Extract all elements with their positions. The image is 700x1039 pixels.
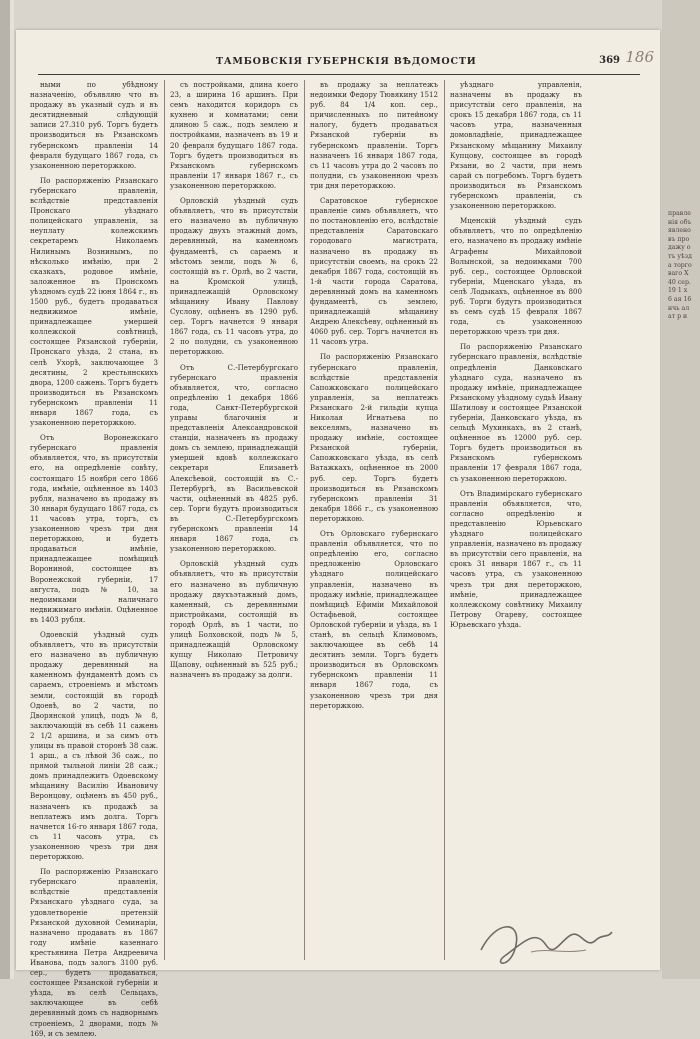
column-paragraph: Отъ С.-Петербургскаго губернскаго правленія объявляется, что, согласно опредѣленію 1 декабря 1866 года, Санкт-Петербургской управы благочинія и представленія Александровской станціи, назначенъ въ продажу домъ съ землею, принадлежащій умершей вдовѣ коллежскаго секретаря Елизаветѣ Алексѣевой, состоящій въ С.-Петербургѣ, въ Васильевской части, оцѣненный въ 4825 руб. сер. Торги будутъ производиться въ С.-Петербургскомъ губернскомъ правленіи 14 января 1867 года, съ узаконенною переторжкою. [170, 362, 298, 554]
book-binding-gutter [10, 0, 14, 979]
header-rule [38, 74, 640, 75]
column-paragraph: ными по убѣдному назначенію, объявляю что въ продажу въ указный судъ и въ десятидневный слѣдующій записи 27.310 руб. Торгъ будетъ производиться въ Рязанскомъ губернскомъ правленіи 14 февраля будущаго 1867 года, съ узаконенною переторжкою. [30, 80, 158, 170]
column-paragraph: Отъ Воронежскаго губернскаго правленія объявляется, что, въ присутствіи его, на опредѣленіе совѣту, состоящаго 15 ноября сего 1866 года, имѣніе, оцѣненное въ 1403 рубля, назначено въ продажу въ 30 января будущаго 1867 года, съ 11 часовъ утра, торгъ, съ узаконенною чрезъ три дня переторжкою, и будетъ продаваться имѣніе, принадлежащее помѣщицѣ Ворониной, состоящее въ Воронежской губерніи, 17 августа, подъ № 10, за недоимками наличнаго недвижимаго имѣнія. Оцѣненное въ 1403 рубля. [30, 433, 158, 624]
text-column-3 [310, 80, 438, 950]
column-paragraph: Орловскій уѣздный судъ объявляетъ, что въ присутствіи его назначено въ публичную продажу двухъэтажный домъ, каменный, съ деревянными пристройками, состоящій въ городѣ Орлѣ, въ 1 части, по улицѣ Болховской, подъ № 5, принадлежащій Орловскому купцу Николаю Петровичу Щапову, оцѣненный въ 525 руб.; назначенъ въ продажу за долги. [170, 559, 298, 680]
column-divider [164, 80, 165, 960]
column-paragraph: Мценскій уѣздный судъ объявляетъ, что по опредѣленію его, назначено въ продажу имѣніе Аграфены Михайловой Волынской, за недоимками 700 руб. сер., состоящее Орловской губерніи, Мценскаго уѣзда, въ селѣ Лодыкахъ, оцѣненное въ 800 руб. Торги будутъ производиться въ семъ судѣ 15 февраля 1867 года, съ узаконенною переторжкою чрезъ три дня. [450, 216, 582, 337]
next-page-edge [662, 0, 700, 979]
column-paragraph: уѣзднаго управленія, назначены въ продажу въ присутствіи сего правленія, на срокъ 15 декабря 1867 года, съ 11 часовъ утра, назначенныя домовладѣніе, принадлежащее Рязанскому мѣщанину Михаилу Купцову, состоящее въ городѣ Рязани, во 2 части, при немъ сарай съ погребомъ. Торгъ будетъ производиться въ Рязанскомъ губернскомъ правленіи, съ узаконенною переторжкою. [450, 80, 582, 211]
text-column-1 [30, 80, 158, 1038]
column-paragraph: съ постройками, длина коего 23, а ширина 16 аршинъ. При семъ находится коридоръ съ кухнею и комнатами; сени длиною 5 саж., подъ землею и постройками, назначенъ въ 19 и 20 февраля будущаго 1867 года. Торгъ будетъ производиться въ Рязанскомъ губернскомъ правленіи 17 января 1867 г., съ узаконенною переторжкою. [170, 80, 298, 190]
column-paragraph: Отъ Орловскаго губернскаго правленія объявляется, что по опредѣленію его, согласно предложенію Орловскаго уѣзднаго полицейскаго управленія, назначено въ продажу имѣніе, принадлежащее помѣщицѣ Ефиміи Михайловой Остафьевой, состоящее Орловской губерніи и уѣзда, въ 1 станѣ, въ сельцѣ Климовомъ, заключающее въ себѣ 14 десятинъ земли. Торгъ будетъ производиться въ Орловскомъ губернскомъ правленіи 11 января 1867 года, съ узаконенною чрезъ три дня переторжкою. [310, 529, 438, 710]
column-paragraph: Одоевскій уѣздный судъ объявляетъ, что въ присутствіи его назначено въ публичную продажу деревянный на каменномъ фундаментѣ домъ съ сараемъ, строеніемъ и мѣстомъ земли, состоящій въ городѣ Одоевѣ, во 2 части, по Дворянской улицѣ, подъ № 8, заключающій въ себѣ 11 сажень 2 1/2 аршина, и за симъ отъ улицы въ правой сторонѣ 38 саж. 1 арш., а съ лѣвой 36 саж., по прямой тыльной линіи 28 саж.; домъ принадлежитъ Одоевскому мѣщанину Василію Ивановичу Веронцову, оцѣненъ въ 450 руб., назначенъ къ продажѣ за неплатежъ имъ долга. Торгъ начнется 16-го января 1867 года, съ 11 часовъ утра, съ узаконенною чрезъ три дня переторжкою. [30, 629, 158, 862]
column-paragraph: въ продажу за неплатежъ недоимки Федору Тювякину 1512 руб. 84 1/4 коп. сер., причисленныхъ по питейному налогу, будетъ продаваться Рязанской губерніи въ губернскомъ правленіи. Торгъ назначенъ 16 января 1867 года, съ 11 часовъ утра до 2 часовъ по полудни, съ узаконенною чрезъ три дня переторжкою. [310, 80, 438, 190]
column-divider [304, 80, 305, 960]
page-header [16, 48, 660, 74]
newspaper-title: ТАМБОВСКІЯ ГУБЕРНСКІЯ ВѢДОМОСТИ [216, 56, 477, 67]
column-paragraph: Саратовское губернское правленіе симъ объявляетъ, что по постановленію его, вслѣдствіе представленія Саратовскаго городоваго магистрата, назначено въ продажу въ присутствіи своемъ, на срокъ 22 декабря 1867 года, состоящій въ 1-й части города Саратова, деревянный домъ на каменномъ фундаментѣ, съ землею, принадлежащій мѣщанину Андрею Алексѣеву, оцѣненный въ 4060 руб. сер. Торгъ начнется въ 11 часовъ утра. [310, 196, 438, 347]
column-paragraph: По распоряженію Рязанскаго губернскаго правленія, вслѣдствіе представленія Сапожковскаго полицейскаго управленія, за неплатежъ Рязанскаго 2-й гильдіи купца Николая Игнатьева по векселямъ, назначено въ продажу имѣніе, состоящее Рязанской губерніи, Сапожковскаго уѣзда, въ селѣ Ватажкахъ, оцѣненное въ 2000 руб. сер. Торгъ будетъ производиться въ Рязанскомъ губернскомъ правленіи 31 декабря 1866 г., съ узаконенною переторжкою. [310, 352, 438, 523]
column-paragraph: По распоряженію Рязанскаго губернскаго правленія, вслѣдствіе представленія Пронскаго уѣзднаго полицейскаго управленія, за неуплату колежскимъ секретаремъ Николаемъ Нилинымъ Вознинымъ, по нѣсколько имѣнію, при 2 сказкахъ, родовое имѣніе, заложенное въ Пронскомъ уѣздномъ судѣ 22 іюня 1864 г., въ 1500 руб., будетъ продаваться недвижимое имѣніе, принадлежащее умершей коллежской совѣтницѣ, состоящее Рязанской губерніи, Пронскаго уѣзда, 2 стана, въ селѣ Ухорѣ, заключающее 3 десятины, 2 крестьянскихъ двора, 1200 сажень. Торгъ будетъ производиться въ Рязанскомъ губернскомъ правленіи 11 января 1867 года, съ узаконенною переторжкою. [30, 175, 158, 428]
column-paragraph: Орловскій уѣздный судъ объявляетъ, что въ присутствіи его назначено въ публичную продажу двухъ этажный домъ, деревянный, на каменномъ фундаментѣ, съ сараемъ и мѣстомъ земли, подъ № 6, состоящій въ г. Орлѣ, во 2 части, на Кромской улицѣ, принадлежащій Орловскому мѣщанину Ивану Павлову Суслову, оцѣненъ въ 1290 руб. сер. Торгъ начнется 9 января 1867 года, съ 11 часовъ утра, до 2 по полудни, съ узаконенною переторжкою. [170, 196, 298, 357]
handwritten-signature [476, 910, 616, 970]
handwritten-folio-number: 186 [625, 48, 654, 66]
next-page-text-strip: правленія объявлено въ продажу отъ уѣзда торговаго Х 40 сер. 19 1 х 6 ая 16 нчь ал ат р и [668, 210, 692, 321]
column-divider [444, 80, 445, 960]
page-number: 369 [599, 55, 620, 66]
column-paragraph: Отъ Владимірскаго губернскаго правленія объявляется, что, согласно опредѣленію и представленію Юрьевскаго уѣзднаго полицейскаго управленія, назначено въ продажу въ присутствіи сего правленія, на срокъ 31 января 1867 г., съ 11 часовъ утра, съ узаконенною чрезъ три дня переторжкою, имѣніе, принадлежащее коллежскому совѣтнику Михаилу Петрову Огареву, состоящее Юрьевскаго уѣзда. [450, 488, 582, 629]
book-binding-edge [0, 0, 10, 979]
text-column-2 [170, 80, 298, 950]
text-column-4 [450, 80, 582, 950]
column-paragraph: По распоряженію Рязанскаго губернскаго правленія, вслѣдствіе представленія Рязанскаго уѣзднаго суда, за удовлетвореніе претензій Рязанской духовной Семинаріи, назначено продавать въ 1867 году имѣніе казеннаго крестьянина Петра Андреевича Иванова, подъ залогъ 3100 руб. сер., будетъ продаваться, состоящее Рязанской губерніи и уѣзда, въ селѣ Сельцахъ, заключающее въ себѣ деревянный домъ съ надворнымъ строеніемъ, 2 дворами, подъ № 169, и съ землею. [30, 867, 158, 1038]
column-paragraph: По распоряженію Рязанскаго губернскаго правленія, вслѣдствіе опредѣленія Данковскаго уѣзднаго суда, назначено въ продажу имѣніе, принадлежащее Рязанскому уѣздному судьѣ Ивану Шатилову и состоящее Рязанской губерніи, Данковскаго уѣзда, въ сельцѣ Мухинкахъ, въ 2 станѣ, оцѣненное въ 12000 руб. сер. Торгъ будетъ производиться въ Рязанскомъ губернскомъ правленіи 17 февраля 1867 года, съ узаконенною переторжкою. [450, 342, 582, 483]
newspaper-page [16, 30, 660, 1038]
